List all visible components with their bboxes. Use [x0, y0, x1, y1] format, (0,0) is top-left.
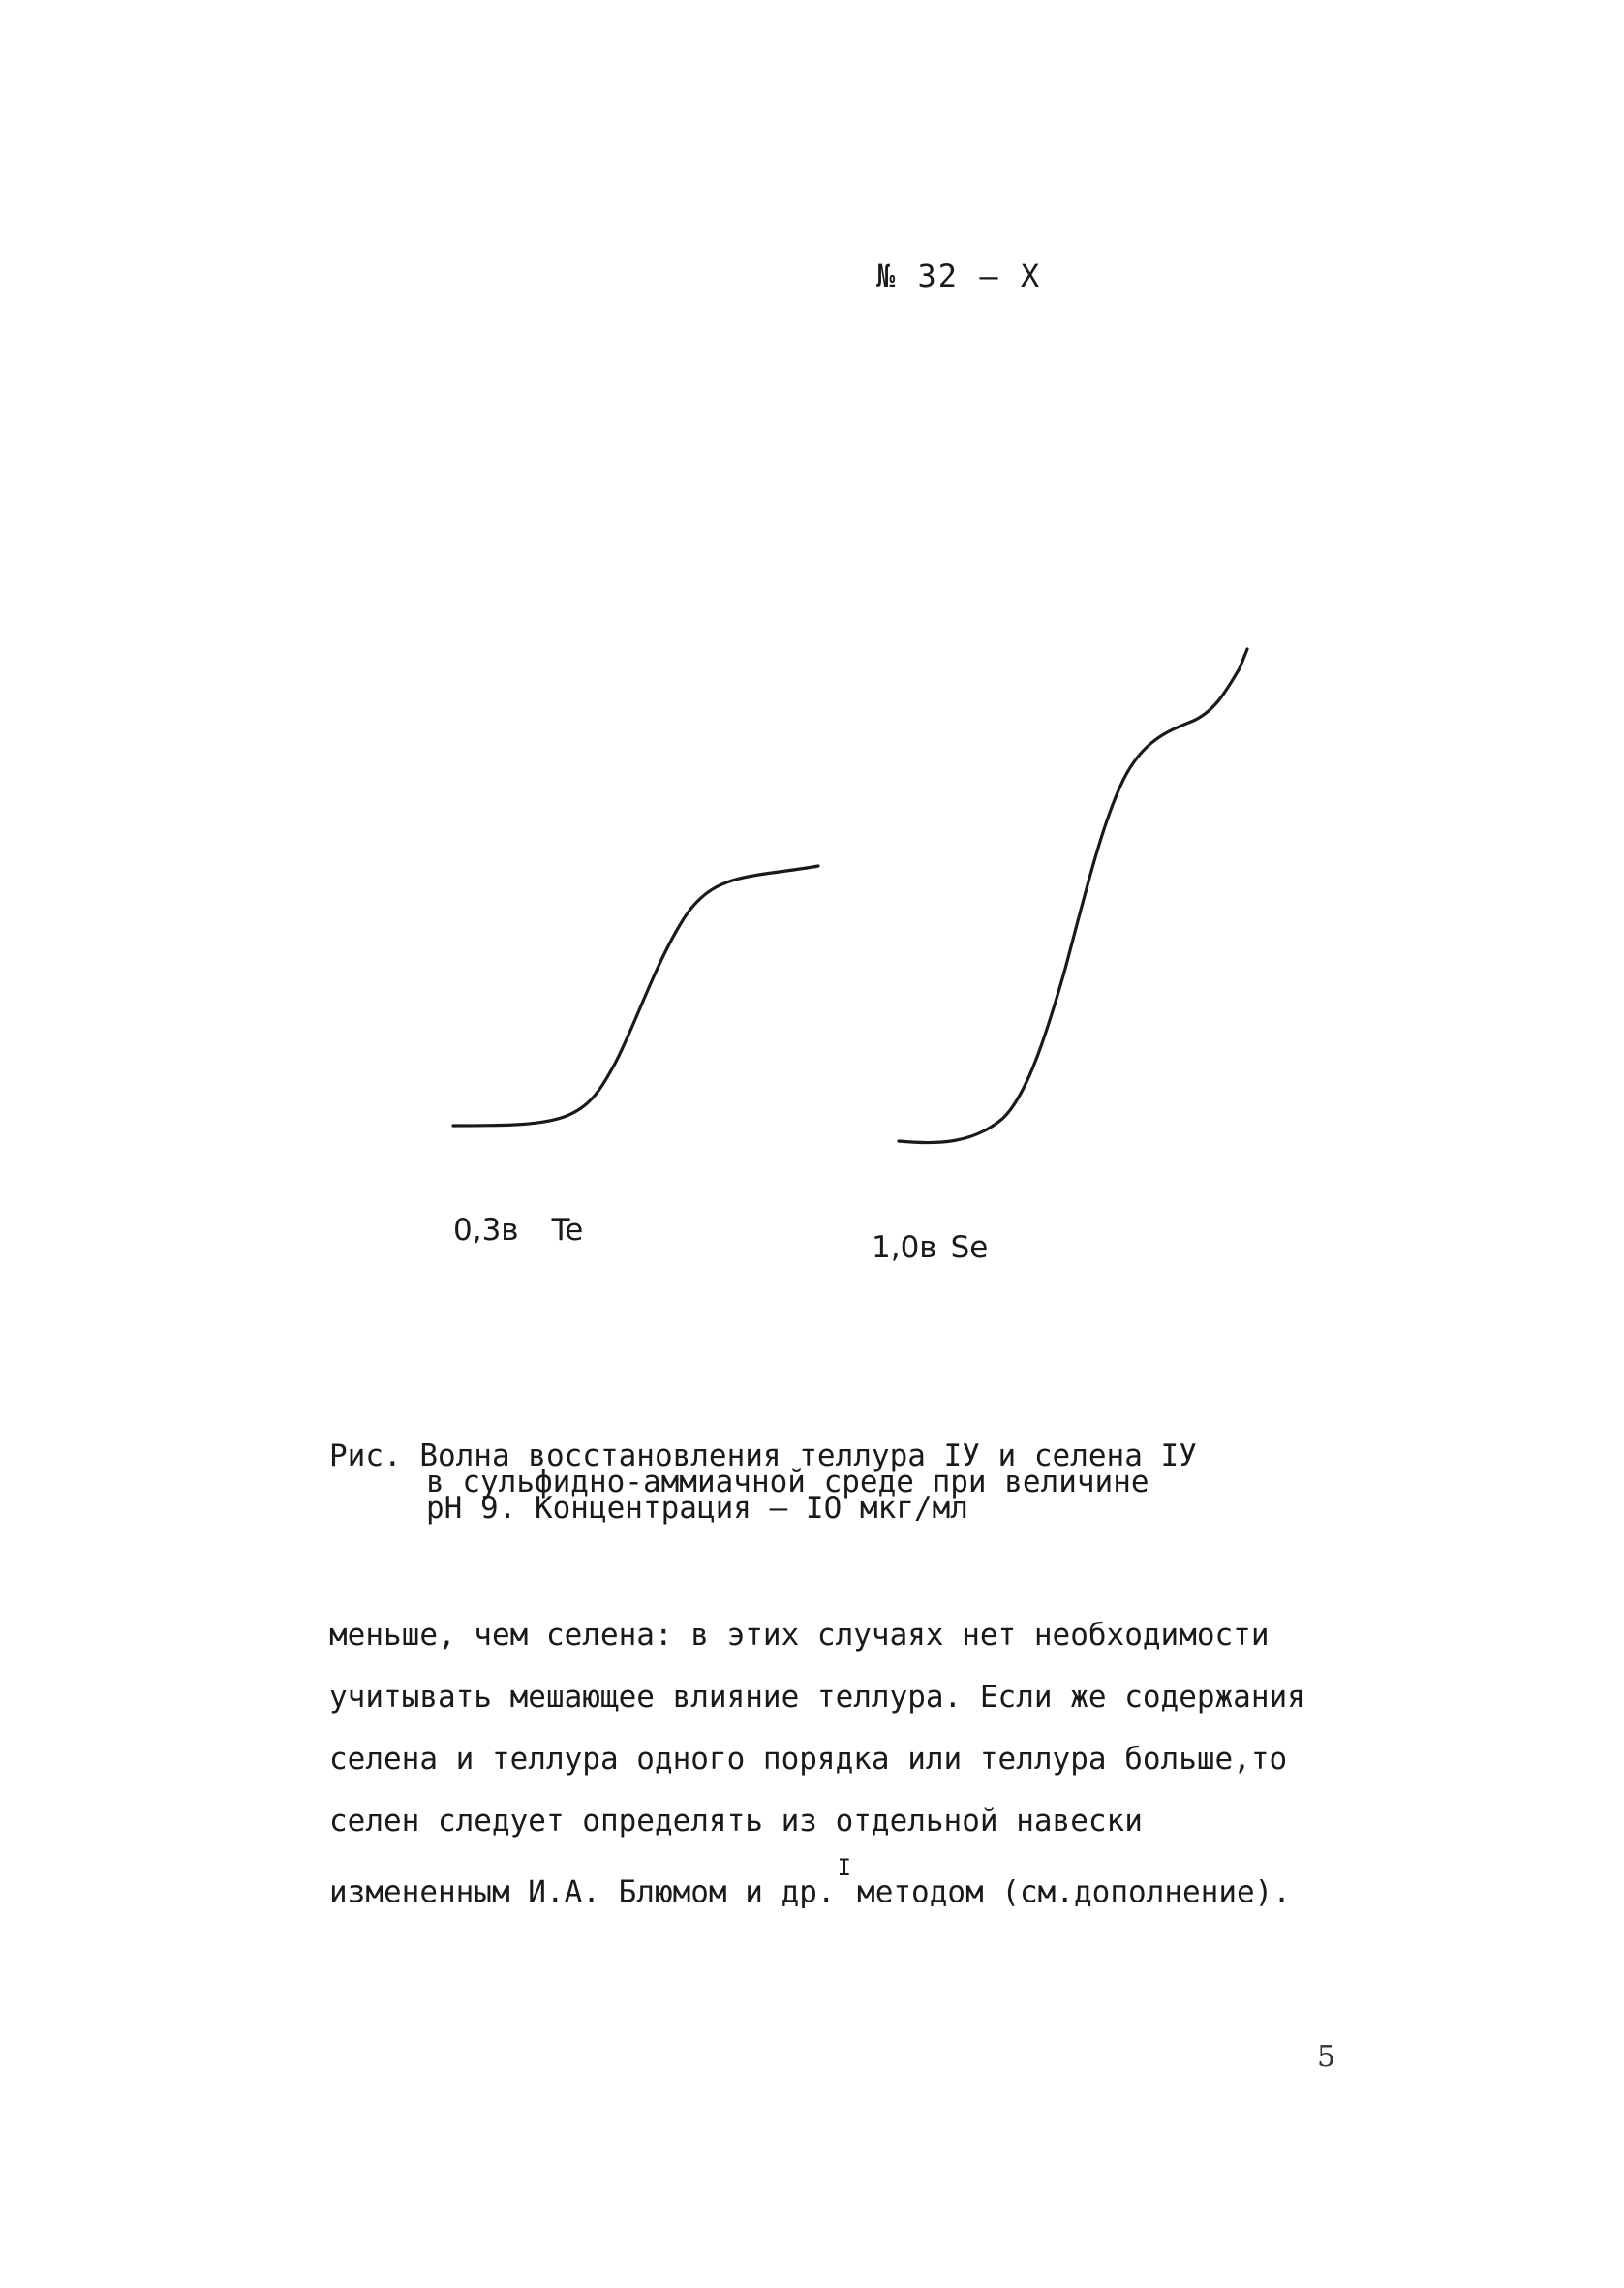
body-line-2: учитывать мешающее влияние теллура. Если же содержания: [329, 1680, 1305, 1715]
body-line-5: [329, 1852, 1356, 1923]
selenium-symbol: Se: [950, 1230, 989, 1265]
caption-line-2: в сульфидно-аммиачной среде при величине: [426, 1465, 1149, 1500]
body-paragraph: [329, 1604, 1356, 1923]
tellurium-symbol: Te: [551, 1213, 584, 1248]
body-line-3: селена и теллура одного порядка или теллура больше,то: [329, 1742, 1288, 1777]
selenium-potential: 1,0в: [872, 1230, 937, 1265]
polarogram-svg: [426, 649, 1298, 1269]
selenium-wave-curve: [899, 649, 1247, 1143]
page-number: 5: [1317, 2040, 1336, 2074]
tellurium-wave-label: [453, 1213, 583, 1248]
body-line-5-end: методом (см.дополнение).: [857, 1874, 1291, 1910]
caption-line-3: pH 9. Концентрация – IO мкг/мл: [426, 1491, 968, 1526]
caption-line-1: Рис. Волна восстановления теллура IУ и селена IУ: [329, 1438, 1197, 1473]
document-number: № 32 – X: [876, 258, 1042, 294]
tellurium-wave-curve: [453, 866, 818, 1126]
body-line-5-start: измененным И.А. Блюмом и др.: [329, 1874, 836, 1910]
polarogram-figure: [426, 649, 1298, 1269]
body-line-4: селен следует определять из отдельной навески: [329, 1804, 1143, 1839]
tellurium-potential: 0,3в: [453, 1213, 519, 1248]
selenium-wave-label: [872, 1230, 988, 1265]
body-line-1: меньше, чем селена: в этих случаях нет необходимости: [329, 1618, 1270, 1653]
figure-caption: [329, 1438, 1298, 1526]
footnote-reference: I: [837, 1854, 852, 1881]
